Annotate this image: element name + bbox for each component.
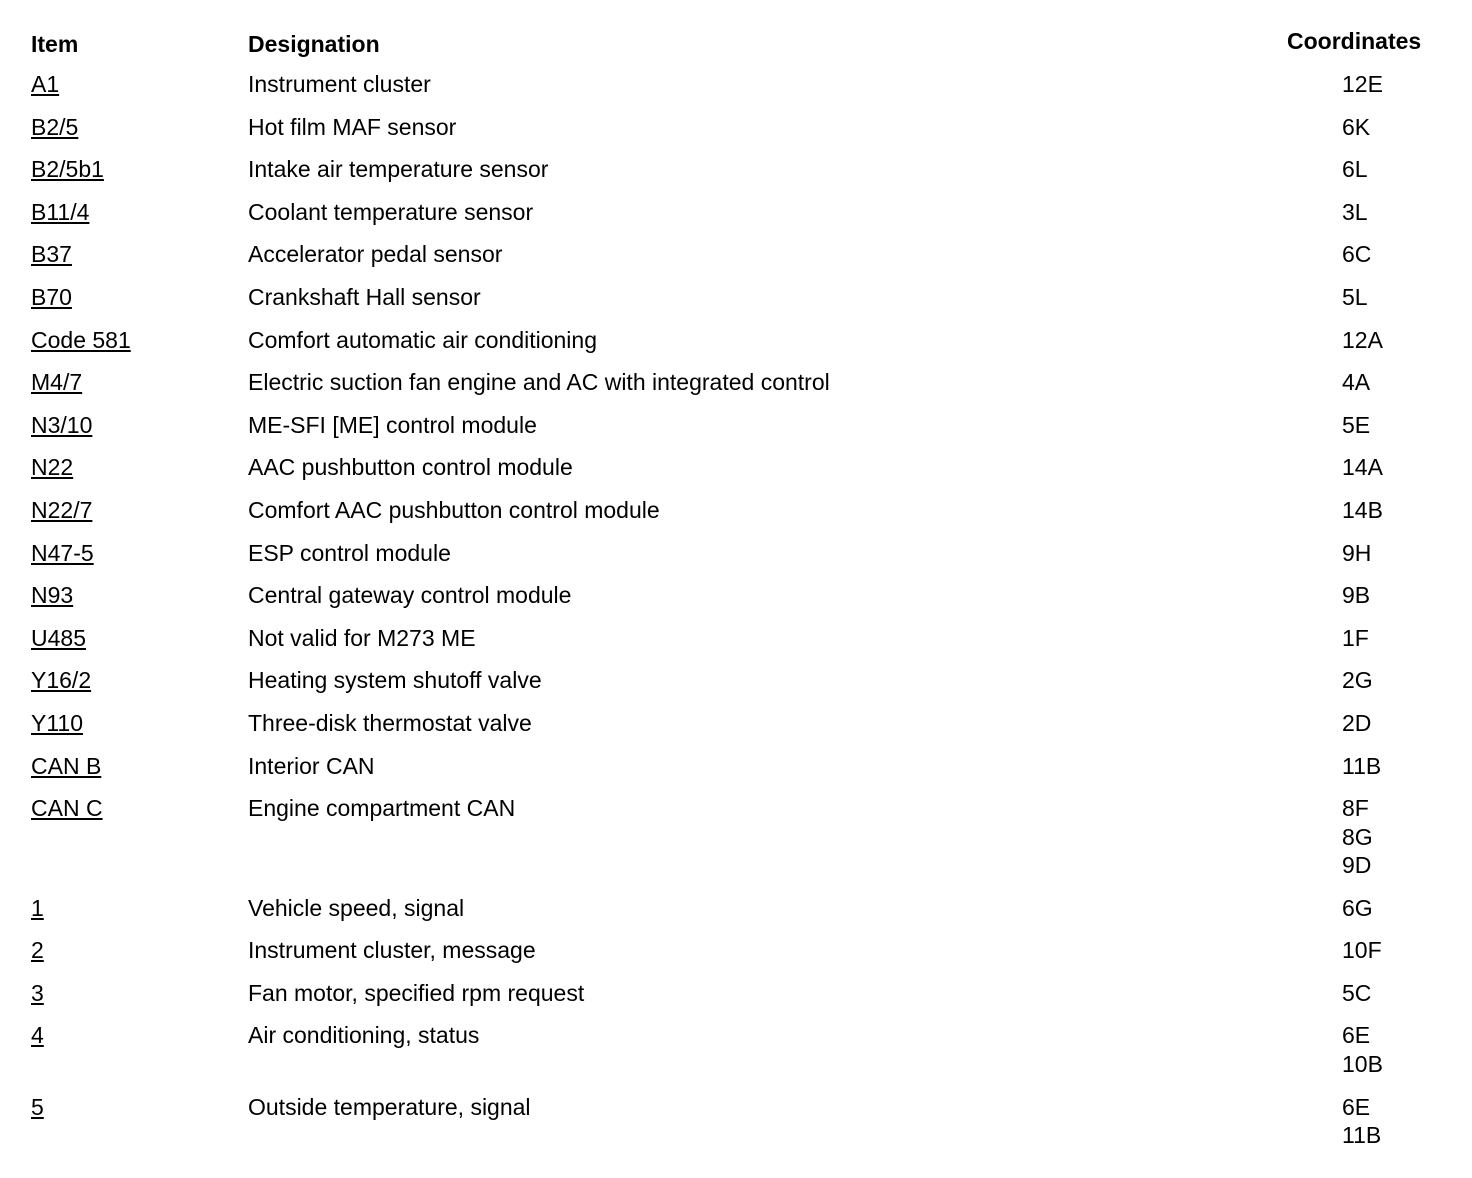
coordinate-value: 6L xyxy=(1342,156,1368,183)
coordinate-value: 4A xyxy=(1342,369,1371,396)
coordinates-cell xyxy=(1342,794,1373,880)
table-row xyxy=(0,240,1472,283)
coordinate-value: 8G xyxy=(1342,823,1373,850)
coordinates-cell xyxy=(1342,411,1370,440)
item-link[interactable]: Y110 xyxy=(31,709,84,736)
coordinate-value: 11B xyxy=(1342,1122,1382,1149)
item-link[interactable]: N3/10 xyxy=(31,411,93,438)
designation-text: Instrument cluster xyxy=(248,71,431,97)
item-link[interactable]: Y16/2 xyxy=(31,667,92,694)
designation-text: Engine compartment CAN xyxy=(248,795,516,822)
coordinates-cell xyxy=(1342,70,1383,99)
table-row xyxy=(0,794,1472,894)
coordinate-value: 12A xyxy=(1342,326,1383,353)
item-link[interactable]: 1 xyxy=(31,894,44,921)
item-link[interactable]: B2/5 xyxy=(31,113,79,140)
item-link[interactable]: N22 xyxy=(31,454,74,481)
designation-text: ME-SFI [ME] control module xyxy=(248,411,537,438)
table-row xyxy=(0,496,1472,539)
designation-text: Three-disk thermostat valve xyxy=(248,709,532,736)
coordinate-value: 5L xyxy=(1342,283,1368,310)
designation-text: Vehicle speed, signal xyxy=(248,894,465,921)
coordinate-value: 3L xyxy=(1342,198,1368,225)
designation-text: Electric suction fan engine and AC with integrated control xyxy=(248,369,830,396)
item-link[interactable]: A1 xyxy=(31,71,60,97)
designation-text: Crankshaft Hall sensor xyxy=(248,283,481,310)
coordinate-value: 2G xyxy=(1342,667,1373,694)
table-body xyxy=(0,70,1472,1164)
coordinate-value: 6E xyxy=(1342,1093,1371,1120)
designation-text: Comfort automatic air conditioning xyxy=(248,326,597,353)
designation-text: Intake air temperature sensor xyxy=(248,156,549,183)
coordinates-cell xyxy=(1342,894,1373,923)
table-row xyxy=(0,979,1472,1022)
table-row xyxy=(0,581,1472,624)
designation-text: Accelerator pedal sensor xyxy=(248,241,503,268)
designation-text: Central gateway control module xyxy=(248,582,572,609)
coordinate-value: 2D xyxy=(1342,709,1372,736)
coordinates-cell xyxy=(1342,113,1370,142)
coordinates-cell xyxy=(1342,936,1382,965)
coordinates-cell xyxy=(1342,283,1368,312)
coordinate-value: 9H xyxy=(1342,539,1372,566)
coordinates-cell xyxy=(1342,1093,1381,1150)
table-row xyxy=(0,155,1472,198)
designation-text: Fan motor, specified rpm request xyxy=(248,979,585,1006)
item-link[interactable]: 2 xyxy=(31,937,44,964)
coordinate-value: 9B xyxy=(1342,582,1371,609)
table-header xyxy=(0,27,1472,61)
coordinate-value: 8F xyxy=(1342,795,1369,822)
table-row xyxy=(0,70,1472,113)
coordinate-value: 14A xyxy=(1342,454,1383,481)
designation-text: Comfort AAC pushbutton control module xyxy=(248,496,660,523)
coordinates-cell xyxy=(1342,1021,1383,1078)
table-row xyxy=(0,624,1472,667)
table-row xyxy=(0,936,1472,979)
table-row xyxy=(0,709,1472,752)
coordinate-value: 10B xyxy=(1342,1050,1383,1077)
item-link[interactable]: B70 xyxy=(31,283,72,310)
table-row xyxy=(0,752,1472,795)
item-link[interactable]: 4 xyxy=(31,1022,44,1049)
item-link[interactable]: CAN C xyxy=(31,795,103,822)
item-link[interactable]: M4/7 xyxy=(31,369,83,396)
designation-text: Outside temperature, signal xyxy=(248,1093,531,1120)
item-link[interactable]: U485 xyxy=(31,624,86,651)
table-row xyxy=(0,1093,1472,1164)
header-item: Item xyxy=(31,31,79,57)
table-row xyxy=(0,1021,1472,1092)
coordinate-value: 5E xyxy=(1342,411,1371,438)
coordinates-cell xyxy=(1342,539,1371,568)
table-row xyxy=(0,283,1472,326)
table-row xyxy=(0,198,1472,241)
coordinates-cell xyxy=(1342,496,1383,525)
table-row xyxy=(0,326,1472,369)
coordinates-cell xyxy=(1342,155,1368,184)
table-row xyxy=(0,113,1472,156)
designation-text: Heating system shutoff valve xyxy=(248,667,542,694)
coordinates-cell xyxy=(1342,979,1371,1008)
item-link[interactable]: N47-5 xyxy=(31,539,94,566)
item-link[interactable]: 5 xyxy=(31,1093,44,1120)
coordinates-cell xyxy=(1342,368,1370,397)
designation-text: Interior CAN xyxy=(248,752,375,779)
item-link[interactable]: B2/5b1 xyxy=(31,156,104,183)
coordinate-value: 1F xyxy=(1342,624,1369,651)
designation-text: ESP control module xyxy=(248,539,451,566)
coordinate-value: 10F xyxy=(1342,937,1382,964)
coordinate-value: 11B xyxy=(1342,752,1382,779)
coordinates-cell xyxy=(1342,453,1383,482)
item-link[interactable]: CAN B xyxy=(31,752,102,779)
item-link[interactable]: B37 xyxy=(31,241,72,268)
table-row xyxy=(0,666,1472,709)
item-link[interactable]: N22/7 xyxy=(31,496,93,523)
header-coordinates: Coordinates xyxy=(1287,28,1422,54)
coordinate-value: 6K xyxy=(1342,113,1371,140)
coordinate-value: 6C xyxy=(1342,241,1372,268)
item-link[interactable]: B11/4 xyxy=(31,198,90,225)
coordinates-cell xyxy=(1342,624,1369,653)
coordinates-cell xyxy=(1342,198,1368,227)
table-row xyxy=(0,411,1472,454)
header-designation: Designation xyxy=(248,31,380,57)
item-link[interactable]: N93 xyxy=(31,582,74,609)
designation-text: Not valid for M273 ME xyxy=(248,624,476,651)
coordinates-cell xyxy=(1342,752,1381,781)
coordinates-cell xyxy=(1342,240,1371,269)
coordinate-value: 6G xyxy=(1342,894,1373,921)
designation-text: Coolant temperature sensor xyxy=(248,198,534,225)
coordinate-value: 5C xyxy=(1342,979,1372,1006)
designation-text: Air conditioning, status xyxy=(248,1022,480,1049)
coordinate-value: 12E xyxy=(1342,71,1383,97)
table-row xyxy=(0,453,1472,496)
table-row xyxy=(0,894,1472,937)
coordinates-cell xyxy=(1342,709,1371,738)
table-row xyxy=(0,368,1472,411)
designation-text: Hot film MAF sensor xyxy=(248,113,457,140)
designation-text: Instrument cluster, message xyxy=(248,937,536,964)
coordinates-cell xyxy=(1342,581,1370,610)
item-link[interactable]: 3 xyxy=(31,979,44,1006)
table-row xyxy=(0,539,1472,582)
coordinate-value: 6E xyxy=(1342,1022,1371,1049)
coordinates-cell xyxy=(1342,326,1383,355)
coordinate-value: 14B xyxy=(1342,496,1383,523)
designation-text: AAC pushbutton control module xyxy=(248,454,573,481)
coordinate-value: 9D xyxy=(1342,852,1372,879)
coordinates-cell xyxy=(1342,666,1373,695)
item-link[interactable]: Code 581 xyxy=(31,326,131,353)
